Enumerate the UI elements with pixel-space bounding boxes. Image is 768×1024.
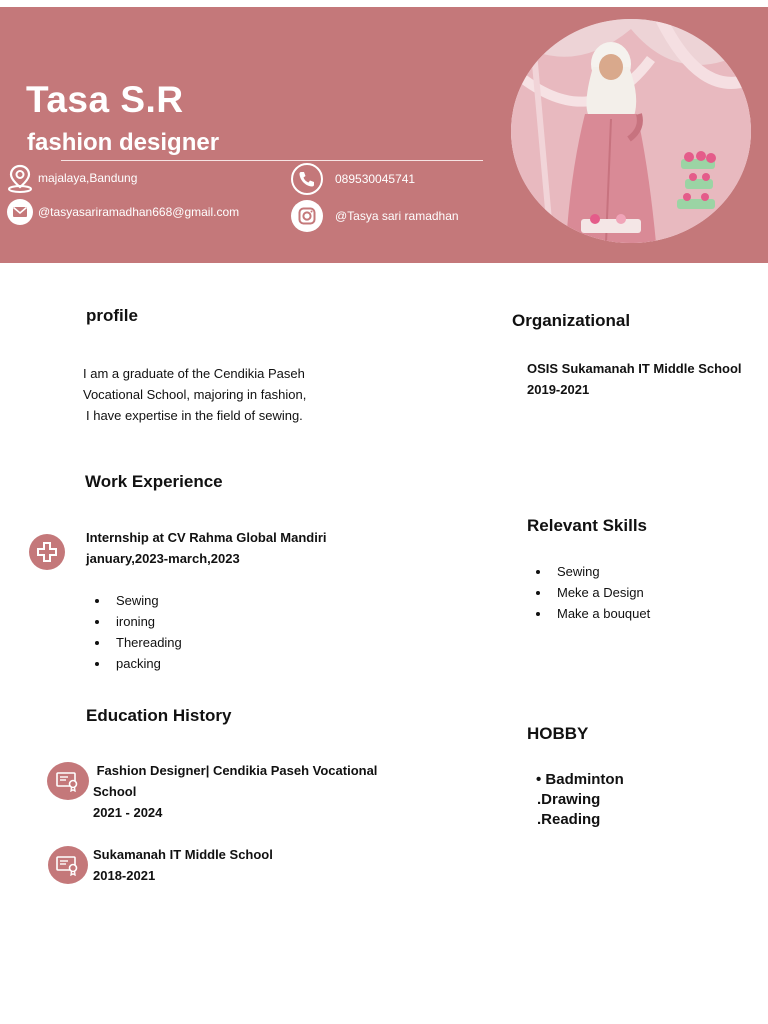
instagram-icon — [290, 199, 324, 233]
education-school: Sukamanah IT Middle School — [93, 847, 273, 862]
person-name: Tasa S.R — [26, 79, 184, 120]
location-pin-icon — [5, 163, 35, 193]
list-item: • Sewing — [551, 561, 650, 582]
profile-photo — [511, 19, 751, 243]
profile-heading: profile — [86, 306, 138, 325]
organization-years: 2019-2021 — [527, 382, 590, 397]
hobby-item: .Reading — [537, 811, 601, 828]
profile-line: I am a graduate of the Cendikia Paseh — [83, 366, 305, 381]
medical-cross-icon — [29, 534, 65, 570]
education-school-cont: School — [93, 784, 137, 799]
header-divider — [61, 160, 483, 161]
contact-location — [5, 163, 137, 193]
work-entry — [86, 527, 327, 569]
location-text: majalaya,Bandung — [38, 171, 138, 185]
list-item: • packing — [110, 653, 182, 674]
contact-phone[interactable] — [290, 162, 415, 196]
hobby-item: .Drawing — [537, 791, 601, 808]
list-item: • Sewing — [110, 590, 182, 611]
hobby-item: • Badminton — [536, 771, 624, 788]
contact-instagram[interactable] — [290, 199, 459, 233]
organization-name: OSIS Sukamanah IT Middle School — [527, 361, 742, 376]
skills-list — [533, 561, 650, 624]
education-entry-vocational — [93, 760, 377, 823]
instagram-handle[interactable]: @Tasya sari ramadhan — [335, 209, 459, 223]
job-title: fashion designer — [27, 129, 220, 156]
profile-summary — [83, 363, 343, 426]
header-banner — [0, 7, 768, 263]
skills-heading: Relevant Skills — [527, 516, 648, 535]
organizational-heading: Organizational — [512, 311, 631, 330]
education-heading: Education History — [86, 706, 232, 725]
profile-line: Vocational School, majoring in fashion, — [83, 387, 307, 402]
work-tasks-list — [92, 590, 182, 674]
certificate-icon — [48, 846, 88, 884]
list-item: • Thereading — [110, 632, 182, 653]
contact-email[interactable] — [5, 197, 239, 227]
profile-line: I have expertise in the field of sewing. — [86, 408, 303, 423]
education-entry-middle-school — [93, 844, 273, 886]
education-school: Fashion Designer| Cendikia Paseh Vocational — [93, 763, 378, 778]
list-item: • ironing — [110, 611, 182, 632]
certificate-icon — [47, 762, 89, 800]
hobby-heading: HOBBY — [527, 724, 589, 743]
education-years: 2021 - 2024 — [93, 805, 163, 820]
mail-icon — [5, 197, 35, 227]
work-position: Internship at CV Rahma Global Mandiri — [86, 530, 327, 545]
organizational-entry — [527, 358, 742, 400]
list-item: • Meke a Design — [551, 582, 650, 603]
phone-icon — [290, 162, 324, 196]
work-experience-heading: Work Experience — [85, 472, 223, 491]
phone-text[interactable]: 089530045741 — [335, 172, 416, 186]
email-link[interactable]: @tasyasariramadhan668@gmail.com — [38, 205, 240, 219]
work-period: january,2023-march,2023 — [86, 551, 240, 566]
list-item: • Make a bouquet — [551, 603, 650, 624]
education-years: 2018-2021 — [93, 868, 156, 883]
